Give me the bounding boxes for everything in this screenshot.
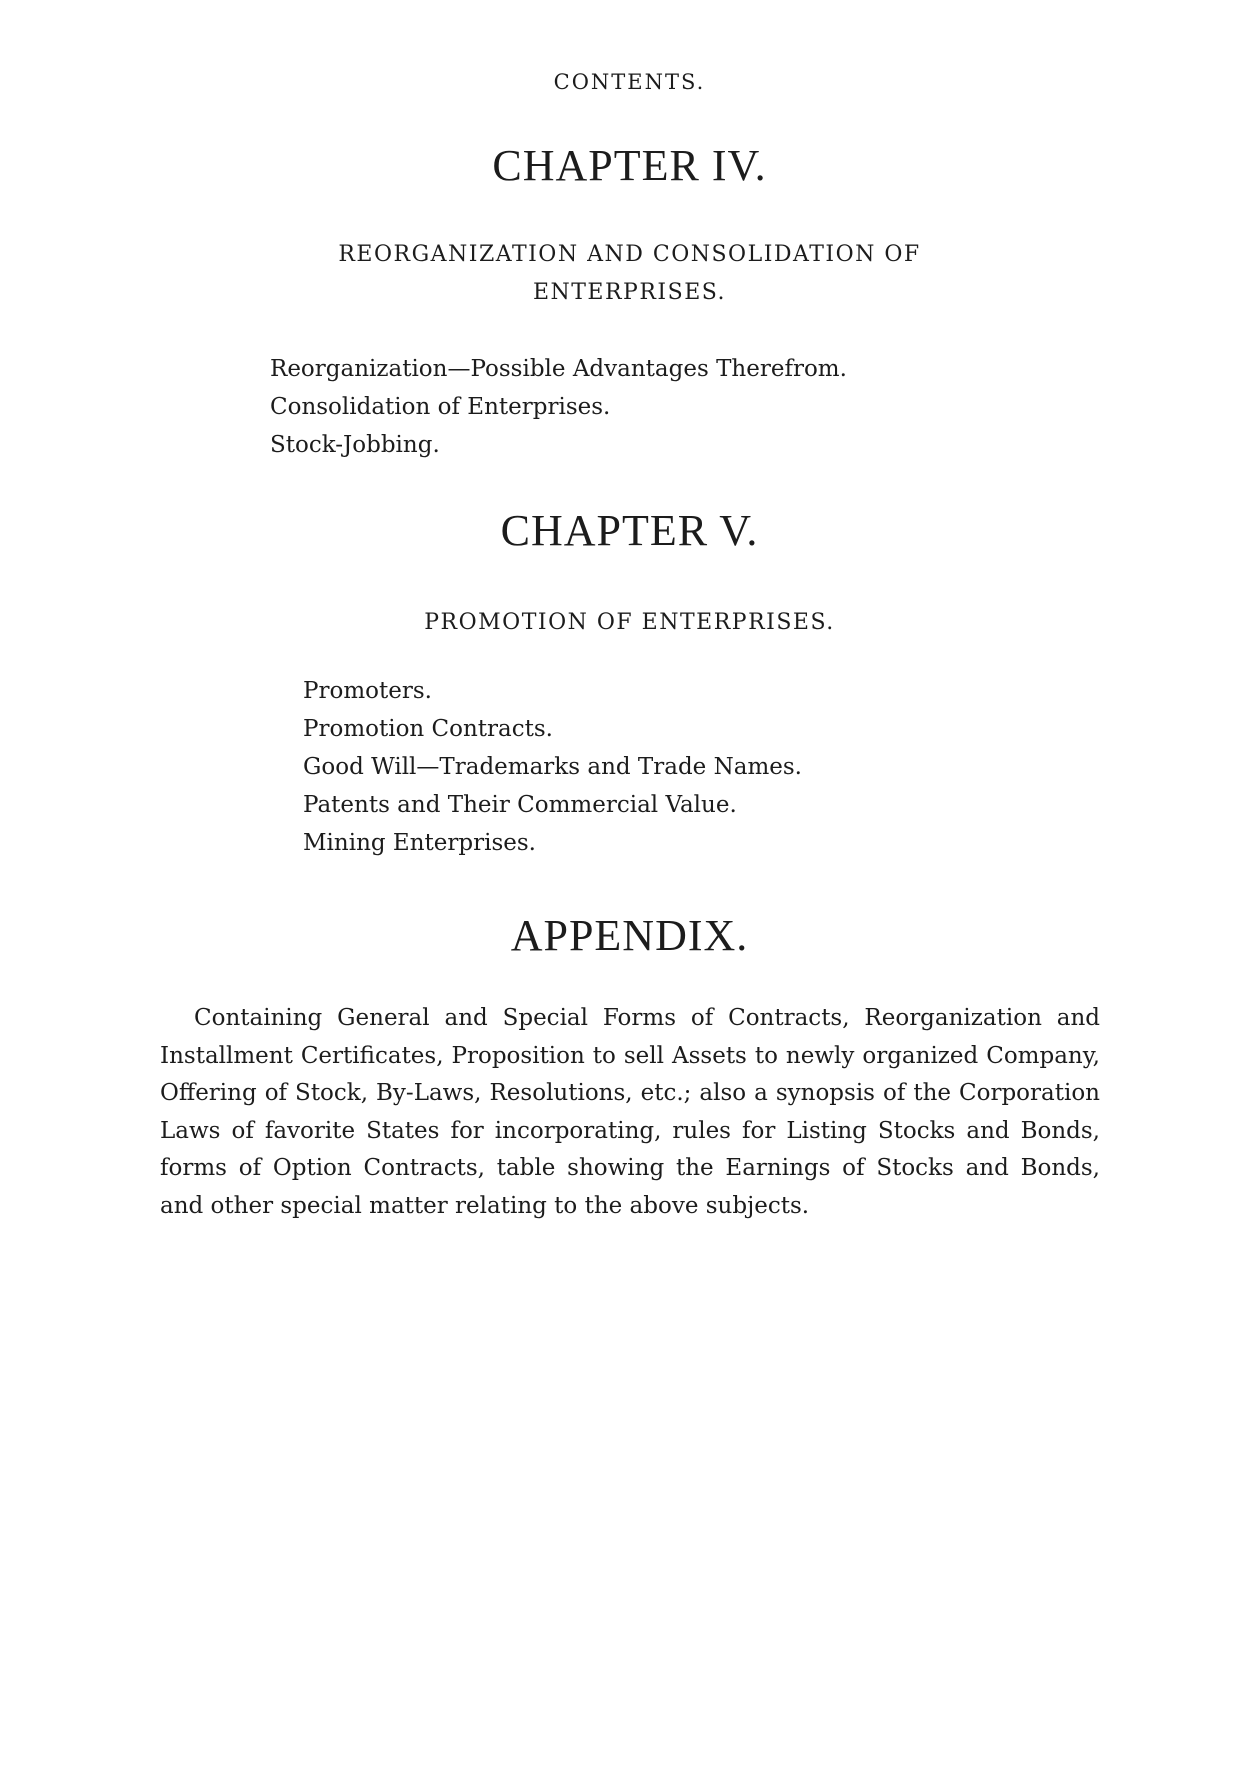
- chapter-4-heading-line-1: REORGANIZATION AND CONSOLIDATION OF: [338, 242, 921, 267]
- chapter-5-topic-good-will: Good Will—Trademarks and Trade Names.: [303, 754, 802, 780]
- chapter-5-heading: PROMOTION OF ENTERPRISES.: [424, 610, 835, 635]
- chapter-5-topic-promotion-contracts: Promotion Contracts.: [303, 716, 553, 742]
- chapter-4-topic-stock-jobbing: Stock-Jobbing.: [270, 432, 440, 458]
- chapter-5-title: CHAPTER V.: [500, 506, 759, 555]
- chapter-5-topic-patents: Patents and Their Commercial Value.: [303, 792, 737, 818]
- chapter-5-topic-promoters: Promoters.: [303, 678, 432, 704]
- chapter-4-heading: [0, 236, 1259, 312]
- chapter-4-title: CHAPTER IV.: [492, 141, 767, 190]
- chapter-4-heading-line-2: ENTERPRISES.: [532, 280, 727, 305]
- chapter-5-topic-list: [303, 672, 802, 862]
- running-head: CONTENTS.: [553, 70, 706, 94]
- chapter-4-topic-consolidation: Consolidation of Enterprises.: [270, 394, 611, 420]
- chapter-4-topic-list: [270, 350, 847, 464]
- appendix-description: Containing General and Special Forms of Contracts, Reorganization and Installment Certificates, Proposition to sell Assets to newly organized Company, Offering of Stock, By-Laws, Resolutions, etc.; also a synopsis of the Corporation Laws of favorite States for incorporating, rules for Listing Stocks and Bonds, forms of Option Contracts, table showing the Earnings of Stocks and Bonds, and other special matter relating to the above subjects.: [160, 1005, 1100, 1219]
- chapter-5-topic-mining: Mining Enterprises.: [303, 830, 536, 856]
- chapter-4-topic-reorganization: Reorganization—Possible Advantages Therefrom.: [270, 356, 847, 382]
- appendix-title: APPENDIX.: [510, 911, 749, 960]
